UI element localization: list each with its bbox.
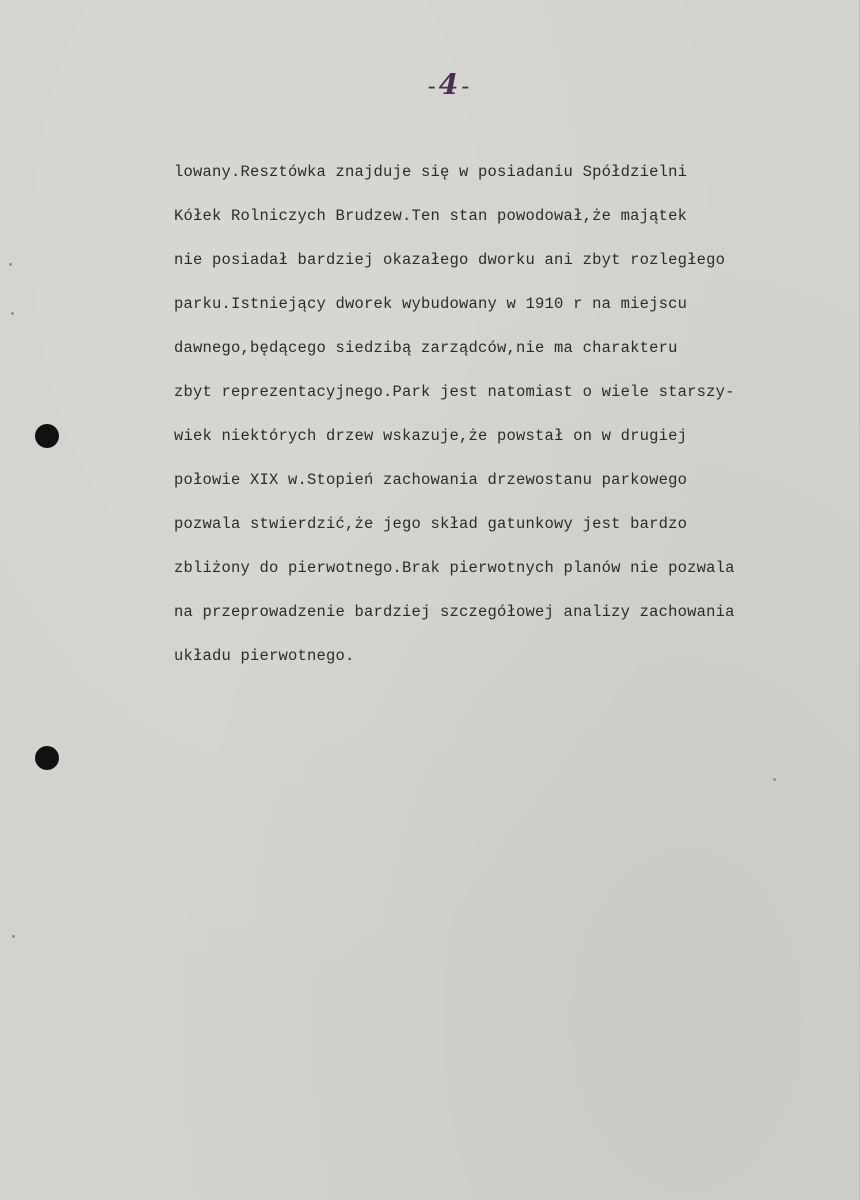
text-line: dawnego,będącego siedzibą zarządców,nie ma charakteru [174, 339, 678, 357]
paper-speck [12, 935, 15, 938]
text-line: na przeprowadzenie bardziej szczegółowej analizy zachowania [174, 603, 735, 621]
typed-body-text [174, 158, 834, 686]
paper-speck [9, 263, 12, 266]
text-line: Kółek Rolniczych Brudzew.Ten stan powodował,że majątek [174, 207, 688, 225]
punch-hole-top [35, 424, 59, 448]
text-line: zbliżony do pierwotnego.Brak pierwotnych planów nie pozwala [174, 559, 735, 577]
text-line: zbyt reprezentacyjnego.Park jest natomiast o wiele starszy- [174, 383, 735, 401]
page-number-prefix: - [427, 72, 439, 100]
page-number-suffix: - [461, 72, 473, 100]
text-line: nie posiadał bardziej okazałego dworku ani zbyt rozległego [174, 251, 726, 269]
page-number [0, 68, 860, 101]
paper-speck [11, 312, 14, 315]
text-line: lowany.Resztówka znajduje się w posiadaniu Spółdzielni [174, 163, 688, 181]
punch-hole-bottom [35, 746, 59, 770]
text-line: układu pierwotnego. [174, 647, 355, 665]
text-line: połowie XIX w.Stopień zachowania drzewostanu parkowego [174, 471, 688, 489]
text-line: wiek niektórych drzew wskazuje,że powstał on w drugiej [174, 427, 688, 445]
text-line: pozwala stwierdzić,że jego skład gatunkowy jest bardzo [174, 515, 688, 533]
text-line: parku.Istniejący dworek wybudowany w 1910 r na miejscu [174, 295, 688, 313]
paper-speck [773, 778, 776, 781]
page-number-value: 4 [438, 68, 462, 101]
